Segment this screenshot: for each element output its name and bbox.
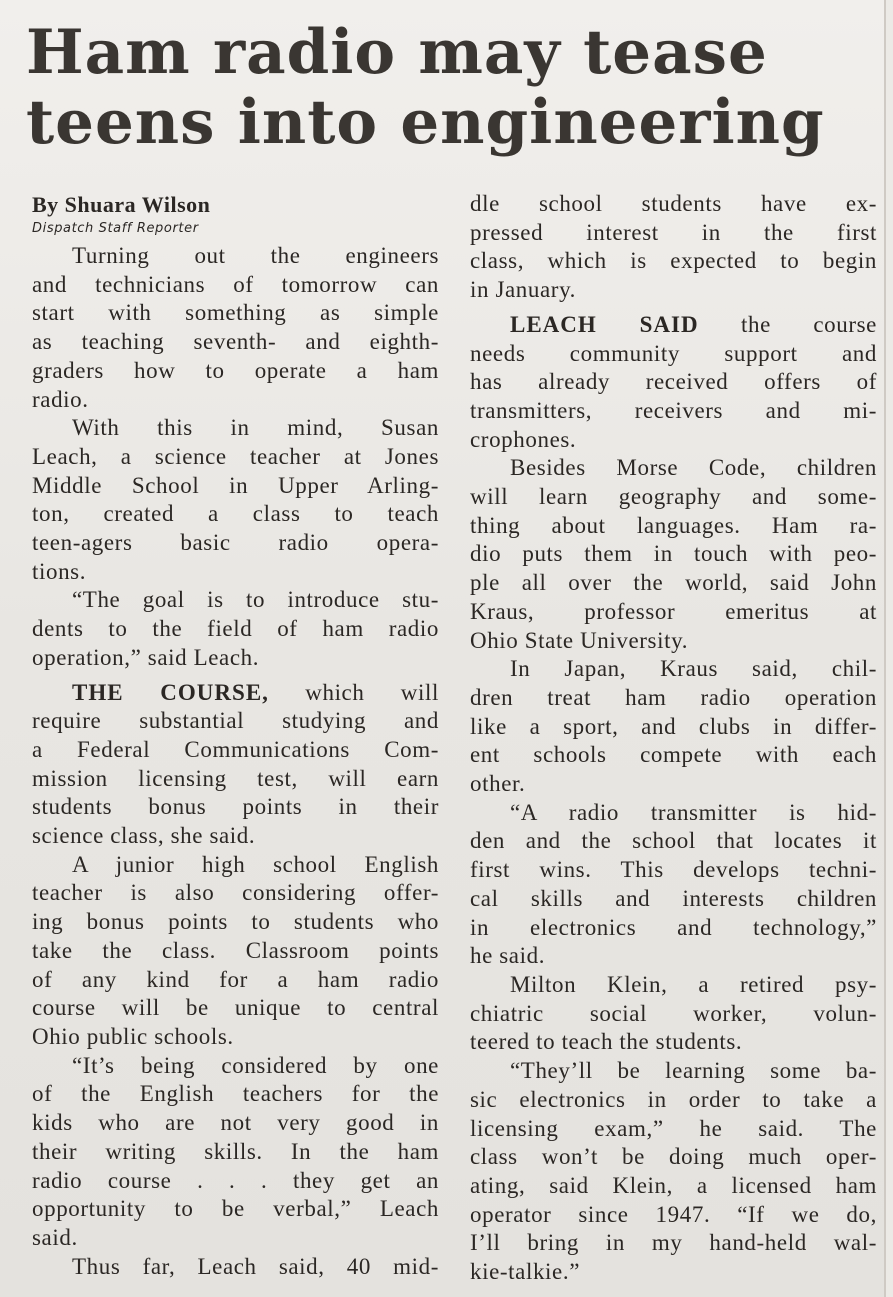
left-column-text-line: teacher is also considering offer- xyxy=(32,880,439,906)
left-column-text-line: mission licensing test, will earn xyxy=(32,765,439,791)
headline xyxy=(26,18,876,158)
right-column-text-line: operator since 1947. “If we do, xyxy=(470,1201,877,1227)
left-column-text-line: require substantial studying and xyxy=(32,708,439,734)
left-column-text-line: and technicians of tomorrow can xyxy=(32,271,439,297)
left-column-text-line: radio. xyxy=(32,386,89,412)
left-column-text-line: opportunity to be verbal,” Leach xyxy=(32,1196,439,1222)
right-column-text-line: sic electronics in order to take a xyxy=(470,1086,877,1112)
left-column-text-line: of the English teachers for the xyxy=(32,1081,439,1107)
left-column-text-line: operation,” said Leach. xyxy=(32,644,260,670)
right-column-text-line: ating, said Klein, a licensed ham xyxy=(470,1172,877,1198)
left-column-text-line: teen-agers basic radio opera- xyxy=(32,530,439,556)
right-column-text-line: cal skills and interests children xyxy=(470,885,877,911)
left-column-text-line: Turning out the engineers xyxy=(72,243,439,268)
byline: By Shuara Wilson xyxy=(32,192,211,217)
right-column-text-line: “They’ll be learning some ba- xyxy=(510,1058,877,1084)
right-column-text-line: ple all over the world, said John xyxy=(470,570,877,596)
left-column-text-line: Leach, a science teacher at Jones xyxy=(32,443,439,469)
right-column-text-line: dren treat ham radio operation xyxy=(470,684,877,710)
left-column xyxy=(32,190,439,1281)
right-column-text-line: transmitters, receivers and mi- xyxy=(470,397,877,423)
right-column-text-line: kie-talkie.” xyxy=(470,1259,581,1285)
left-column-text-line: dents to the field of ham radio xyxy=(32,616,439,642)
left-column-text-line: Middle School in Upper Arling- xyxy=(32,472,439,498)
right-column-text-line: dio puts them in touch with peo- xyxy=(470,541,877,567)
right-column-text-line: pressed interest in the first xyxy=(470,219,877,245)
right-column-text-line: class won’t be doing much oper- xyxy=(470,1144,877,1170)
right-column-text-line: Kraus, professor emeritus at xyxy=(470,598,877,624)
right-column-text-line: LEACH SAID the course xyxy=(510,311,877,337)
left-column-text-line: a Federal Communications Com- xyxy=(32,736,439,762)
right-column-text-line: class, which is expected to begin xyxy=(470,248,877,274)
left-column-text-line: With this in mind, Susan xyxy=(72,415,439,441)
right-column-text-line: chiatric social worker, volun- xyxy=(470,1000,877,1026)
right-column-text-line: he said. xyxy=(470,943,546,969)
right-column-text-line: den and the school that locates it xyxy=(470,828,877,854)
right-column-text-line: In Japan, Kraus said, chil- xyxy=(510,656,877,682)
left-column-text-line: graders how to operate a ham xyxy=(32,357,439,383)
right-column-text-line: crophones. xyxy=(470,426,577,452)
left-column-body xyxy=(32,242,439,1281)
left-column-text-line: radio course . . . they get an xyxy=(32,1167,439,1193)
right-column-text-line: in January. xyxy=(470,277,577,303)
right-column-text-line: licensing exam,” he said. The xyxy=(470,1115,877,1141)
left-column-text-line: “It’s being considered by one xyxy=(72,1052,439,1078)
right-column-text-line: like a sport, and clubs in differ- xyxy=(470,713,877,739)
left-column-text-line: as teaching seventh- and eighth- xyxy=(32,329,439,355)
left-column-text-line: Thus far, Leach said, 40 mid- xyxy=(72,1253,439,1279)
left-column-text-line: A junior high school English xyxy=(72,851,439,877)
reporter-role: Dispatch Staff Reporter xyxy=(32,221,199,236)
left-column-text-line: course will be unique to central xyxy=(32,995,439,1021)
left-column-text-line: ton, created a class to teach xyxy=(32,501,439,527)
left-column-text-line: start with something as simple xyxy=(32,300,439,326)
right-column-text-line: other. xyxy=(470,771,526,797)
left-column-text-line: science class, she said. xyxy=(32,823,256,849)
headline-line-1: Ham radio may tease xyxy=(26,17,768,88)
right-column-text-line: first wins. This develops techni- xyxy=(470,857,877,883)
left-column-text-line: Ohio public schools. xyxy=(32,1023,234,1049)
right-column xyxy=(470,190,877,1287)
right-column-text-line: Ohio State University. xyxy=(470,627,689,653)
right-column-text-line: thing about languages. Ham ra- xyxy=(470,512,877,538)
right-column-text-line: teered to teach the students. xyxy=(470,1029,743,1055)
right-column-text-line: Besides Morse Code, children xyxy=(510,455,877,481)
right-column-text-line: ent schools compete with each xyxy=(470,742,877,768)
left-column-text-line: take the class. Classroom points xyxy=(32,937,439,963)
headline-line-2: teens into engineering xyxy=(26,87,825,158)
section-lead-in: LEACH SAID xyxy=(510,311,699,337)
right-column-text-line: needs community support and xyxy=(470,340,877,366)
left-column-text-line: tions. xyxy=(32,558,87,584)
right-column-text-line: I’ll bring in my hand-held wal- xyxy=(470,1230,877,1256)
section-lead-in: THE COURSE, xyxy=(72,679,269,705)
left-column-text-line: ing bonus points to students who xyxy=(32,909,439,935)
right-column-text-line: has already received offers of xyxy=(470,369,877,395)
left-column-text-line: students bonus points in their xyxy=(32,794,439,820)
right-column-text-line: will learn geography and some- xyxy=(470,484,877,510)
right-column-text-line: “A radio transmitter is hid- xyxy=(510,799,877,825)
right-column-text-line: Milton Klein, a retired psy- xyxy=(510,971,877,997)
left-column-text-line: THE COURSE, which will xyxy=(72,679,439,705)
left-column-text-line: said. xyxy=(32,1224,78,1250)
right-column-text-line: in electronics and technology,” xyxy=(470,914,877,940)
left-column-text-line: kids who are not very good in xyxy=(32,1110,439,1136)
right-column-text-line: dle school students have ex- xyxy=(470,191,877,216)
right-column-body xyxy=(470,190,877,1287)
left-column-text-line: “The goal is to introduce stu- xyxy=(72,587,439,613)
left-column-text-line: of any kind for a ham radio xyxy=(32,966,439,992)
left-column-text-line: their writing skills. In the ham xyxy=(32,1138,439,1164)
